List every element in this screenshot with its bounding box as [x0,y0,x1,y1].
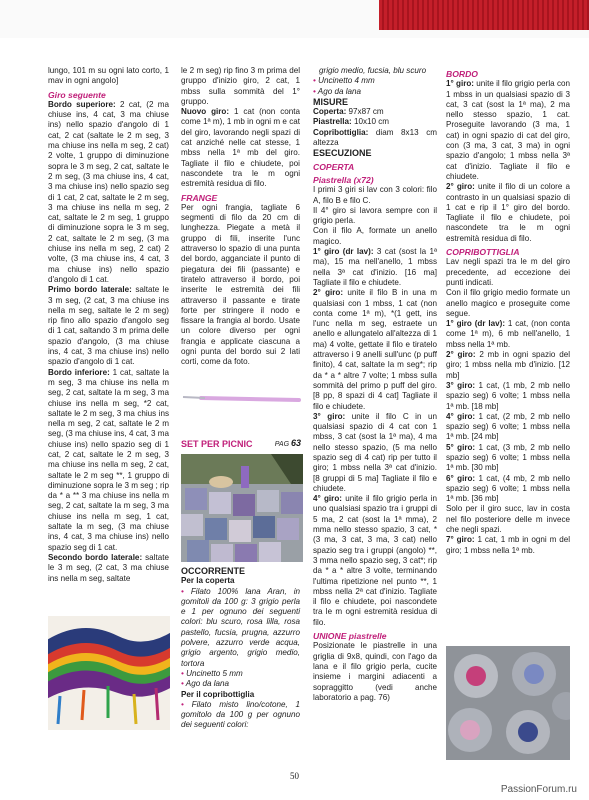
page-number: 50 [290,771,299,781]
step-text: 97x87 cm [346,107,384,117]
paragraph [446,412,570,443]
step-label: Bordo superiore: [48,99,116,109]
bullet-text: Ago da lana [317,86,362,96]
paragraph [313,494,437,628]
step-label: 1° giro: [446,79,474,89]
paragraph [313,247,437,288]
column-1 [48,66,169,584]
bullet-text: Uncinetto 4 mm [318,76,375,86]
bullet-text: Filato misto lino/cotone, 1 gomitolo da 100 g per ognuno dei seguenti colori: [181,699,300,730]
paragraph: Posizionate le piastrelle in una griglia di 9x8, quindi, con l'ago da lana e il filo grigio perla, cucite insieme i margini adiacenti a sopraggitto (vedi anche laboratorio a pag. 76) [313,641,437,702]
paragraph: Solo per il giro succ, lav in costa nel filo posteriore delle m invece che negli spazi. [446,504,570,535]
step-label: 5° giro: [446,442,476,452]
paragraph [48,368,169,553]
step-label: 2° giro: [313,288,344,298]
step-label: Copribottiglia: [313,127,369,137]
step-label: 3° giro: [313,411,346,421]
pag-label: PAG [274,441,290,448]
step-text: 1 cat, (3 mb, 2 mb nello spazio seg) 6 volte; 1 mbss nella 1ª mb. [30 mb] [446,442,570,473]
paragraph: Per ogni frangia, tagliate 6 segmenti di filo da 20 cm di lunghezza. Piegate a metà il gruppo di fili, inserite l'unc attraverso lo spazio di una punta del bordo, agganciate il punto di piegatura dei fili (passante) e tiratelo attraverso il bordo, poi inserite le estremità dei fili attraverso il passante e tirate forte per stringere il nodo e fissare la frangia al bordo. Usate un colore diverso per ogni frangia e applicate ciascuna a ogni punta del bordo sui 2 lati corti, come da foto. [181,202,300,367]
step-text: unite il filo grigio perla con 1 mbss in un qualsiasi spazio di 3 cat, 3 cat (sost la 1ª ma), 2 ma nello stesso spazio, 1 cat. Proseguite lavorando (3 ma, 1 cat) in ogni spazio di cat del giro, con (3 ma, 3 cat, 3 ma) in ogni spazio d'angolo; 1 mbss nella 3ª cat d'inizio. Tagliate il filo e chiudete. [446,79,570,181]
subheading: Per la coperta [181,576,235,586]
column-3 [313,66,437,703]
bullet-icon: • [181,699,192,709]
picnic-blanket-photo [181,454,303,562]
column-2 [181,66,300,368]
bullet-item [181,679,300,689]
bullet-text: Filato 100% lana Aran, in gomitoli da 100 g: 3 grigio perla e 1 per ognuno dei seguenti colori: blu scuro, rosa lilla, rosa pastello, fucsia, prugna, azzurro polvere, azzurro verde acqua, grigio argento, grigio medio, tortora [181,586,300,668]
picnic-page-ref [275,438,301,448]
paragraph [446,350,570,381]
paragraph [446,535,570,556]
section-heading: COPRIBOTTIGLIA [446,247,520,258]
paragraph [181,107,300,189]
crochet-hook-photo [181,388,303,412]
step-label: Secondo bordo laterale: [48,552,143,562]
section-heading: FRANGE [181,192,218,203]
bullet-item [313,76,437,86]
paragraph [313,412,437,494]
step-label: Primo bordo laterale: [48,285,132,295]
paragraph: Lav negli spazi tra le m del giro precedente, ad eccezione dei punti indicati. [446,257,570,287]
paragraph [48,100,169,285]
paragraph: le 2 m seg) rip fino 3 m prima del gruppo d'inizio giro, 2 cat, 1 mbss sulla sommità del 1° gruppo. [181,66,300,106]
column-4 [446,66,570,556]
paragraph: Con il filo grigio medio formate un anello magico e proseguite come segue. [446,288,570,318]
step-label: 6° giro: [446,473,476,483]
paragraph: lungo, 101 m su ogni lato corto, 1 mav in ogni angolo] [48,66,169,86]
step-text: 2 cat, (2 ma chiuse ins, 4 cat, 3 ma chiuse ins) nello spazio d'angolo di 1 cat, 2 cat (saltate le 2 m seg, 3 ma chiuse ins nella m seg, 2 cat) 2 volte, 1 gruppo di diminuzione sopra le 3 m seg, 2 cat, saltate le 2 m seg, (3 ma chiuse ins, 4 cat, 3 ma chiuse ins) nello spazio seg di 1 cat, 2 cat, saltate le 2 m seg, 3 ma chiuse ins nella m seg, 2 cat, saltate le 2 m seg, 1 gruppo di diminuzione sopra le 3 m seg, 2 cat, saltate le 2 m seg, (3 ma chiuse ins nella m seg, 2 cat) 2 volte, (3 ma chiuse ins, 4 cat, 3 ma chiuse ins) nello spazio d'angolo di 1 cat. [48,99,170,284]
paragraph [446,443,570,474]
step-text: 1 cat, 1 mb in ogni m del giro; 1 mbss nella 1ª mb. [446,535,570,555]
bullet-text: Ago da lana [185,679,230,689]
step-text: 1 cat, (4 mb, 2 mb nello spazio seg) 6 volte; 1 mbss nella 1ª mb. [36 mb] [446,473,570,504]
section-heading: MISURE [313,96,349,107]
step-label: 3° giro: [446,380,476,390]
bullet-icon: • [313,76,319,86]
bullet-item [313,87,437,97]
paragraph [48,553,169,584]
bullet-item [181,700,300,731]
step-label: 2° giro: [446,182,475,192]
step-text: saltate le 3 m seg, (2 cat, 3 ma chiuse ins nella m seg, saltate [48,552,169,583]
pag-number: 63 [290,438,301,448]
paragraph [446,182,570,244]
picnic-title: SET PER PICNIC [181,439,253,449]
step-text: 1 cat (non conta come 1ª m), 1 mb in ogni m e cat del giro, lavorando negli spazi di cat anziché nelle cat stesse, 1 mbss nella 1ª mb del giro. Tagliate il filo e chiudete, poi nascondete tra le m ogni estremità residua di filo. [181,107,300,189]
bullet-icon: • [313,86,318,96]
step-text: 1 cat, (1 mb, 2 mb nello spazio seg) 6 volte; 1 mbss nella 1ª mb. [18 mb] [446,380,570,411]
step-label: Coperta: [313,107,347,117]
column-2-lower [181,566,300,731]
section-heading: COPERTA [313,161,355,172]
decorative-red-band [379,0,589,30]
step-label: Bordo inferiore: [48,367,110,377]
paragraph [313,117,437,127]
step-text: 1 cat, (non conta come 1ª m), 6 mb nell'anello, 1 mbss nella 1ª mb. [446,319,571,349]
step-text: 3 cat (sost la 1ª ma), 15 ma nell'anello, 1 mbss nella 3ª cat d'inizio. [16 ma] Tagliate il filo e chiudete. [313,247,437,287]
bullet-icon: • [181,679,186,689]
bottle-cover-photo [446,646,570,760]
step-text: 1 cat, saltate la m seg, 3 ma chiuse ins nella m seg, 2 cat, saltate la m seg, 3 ma chiuse ins nella m seg, *2 cat, saltate le 2 m seg, 3 ma chius ins nella m seg, 2 cat, saltate le 2 m seg, (3 ma chiuse ins, 4 cat, 3 ma chiuse ins) nello spazio seg di 1 cat, 2 cat, saltate le 2 m seg, 3 ma chiuse ins nella m seg, 2 cat, saltate le 2 m seg **, 1 gruppo di diminuzione sopra le 3 m seg ; rip da * a ** 3 ma chiuse ins nella m seg, 2 cat, saltate la m seg, 3 ma chiuse ins nella m seg, 1 cat, saltate la m seg, (3 ma chiuse ins, 4 cat, 3 ma chiuse ins) nello spazio seg di 1 cat. [48,367,170,552]
paragraph [313,107,437,117]
step-label: Nuovo giro: [181,107,230,117]
picnic-set-header [181,434,303,450]
bullet-item [181,587,300,669]
step-text: unite il filo grigio perla in uno qualsiasi spazio tra i gruppi di 5 ma, 2 cat (sost la 1ª mma), 2 mma nello stesso spazio, 3 cat, *(3 ma, 3 cat, 3 ma, 3 cat) nello spazio seg tra i gruppi (angolo) **, 3 mma nello spazio seg, 3 cat*; rip da * a * altre 3 volte, terminando l'ultima ripetizione nel punto **, 1 mbss nella 2ª cat d'inizio. Tagliate il filo e chiudete, poi nascondete tra le m ogni estremità residua di filo. [313,494,437,627]
step-label: 1° giro (dr lav): [446,319,506,329]
step-label: 7° giro: [446,535,475,545]
paragraph [446,381,570,412]
bullet-icon: • [181,668,187,678]
section-heading: BORDO [446,69,478,79]
step-label: 1° giro (dr lav): [313,247,374,257]
section-heading: Giro seguente [48,89,106,100]
step-text: diam 8x13 cm altezza [313,127,437,148]
paragraph: grigio medio, fucsia, blu scuro [319,66,427,75]
step-text: saltate le 3 m seg, (2 cat, 3 ma chiuse ins nella m seg, saltate le 2 m seg) rip fino allo spazio d'angolo seg di 1 cat, saltando 3 m prima delle spazio d'angolo, (3 ma chiuse ins, 4 cat, 3 ma chiuse ins) nello spazio d'angolo di 1 cat. [48,285,169,367]
step-text: 10x10 cm [351,117,390,127]
subheading: Per il copribottiglia [181,689,255,699]
step-label: 2° giro: [446,350,476,360]
fringe-blanket-photo [48,616,170,730]
watermark: PassionForum.ru [500,784,577,795]
paragraph [313,288,437,412]
bullet-text: Uncinetto 5 mm [186,668,243,678]
step-text: unite il filo C in un qualsiasi spazio di 4 cat con 1 mbss, 3 cat (sost la 1ª ma), 4 ma nello stesso spazio, (5 ma nello spazio seg di 4 cat) rip per tutto il giro; 1 mbss nella 3ª cat d'inizio. [8 gruppi di 5 ma] Tagliate il filo e chiudete. [313,411,438,493]
step-label: 4° giro: [446,411,476,421]
paragraph [48,285,169,367]
section-heading: UNIONE piastrelle [313,631,387,642]
step-text: 1 cat, (2 mb, 2 mb nello spazio seg) 6 volte; 1 mbss nella 1ª mb. [24 mb] [446,411,570,442]
section-heading: Piastrella (x72) [313,174,374,185]
paragraph [446,79,570,182]
paragraph: I primi 3 giri si lav con 3 colori: filo A, filo B e filo C. [313,185,437,205]
step-text: 2 mb in ogni spazio del giro; 1 mbss nella mb d'inizio. [12 mb] [446,350,570,380]
step-text: unite il filo di un colore a contrasto in un qualsiasi spazio di 1 cat e rip il 1° giro del bordo. Tagliate il filo e chiudete, poi nascondete tra le m ogni estremità residua di filo. [446,182,570,243]
paragraph: Il 4° giro si lavora sempre con il grigio perla. [313,205,437,226]
paragraph [446,319,570,350]
section-heading: ESECUZIONE [313,148,372,159]
step-label: Piastrella: [313,117,352,127]
bullet-icon: • [181,586,191,596]
paragraph [313,128,437,149]
paragraph: Con il filo A, formate un anello magico. [313,226,437,246]
bullet-item [181,669,300,679]
step-text: unite il filo B in una m qualsiasi con 1 mbss, 1 cat (non conta come 1ª m), *(1 gett, ins l'unc nella m seg, estraete un anello e allungatelo all'altezza di 1 ma) 4 volte, gettate il filo e tiratelo attraverso i 9 anelli sull'unc (p puff finito), 4 cat, saltate la m seg*; rip da * a * altre 7 volte; 1 mbss sulla sommità del primo p puff del giro. [8 pp, 8 spazi di 4 cat] Tagliate il filo e chiudete. [313,288,437,411]
paragraph [446,474,570,505]
section-heading: OCCORRENTE [181,566,246,576]
step-label: 4° giro: [313,494,342,504]
